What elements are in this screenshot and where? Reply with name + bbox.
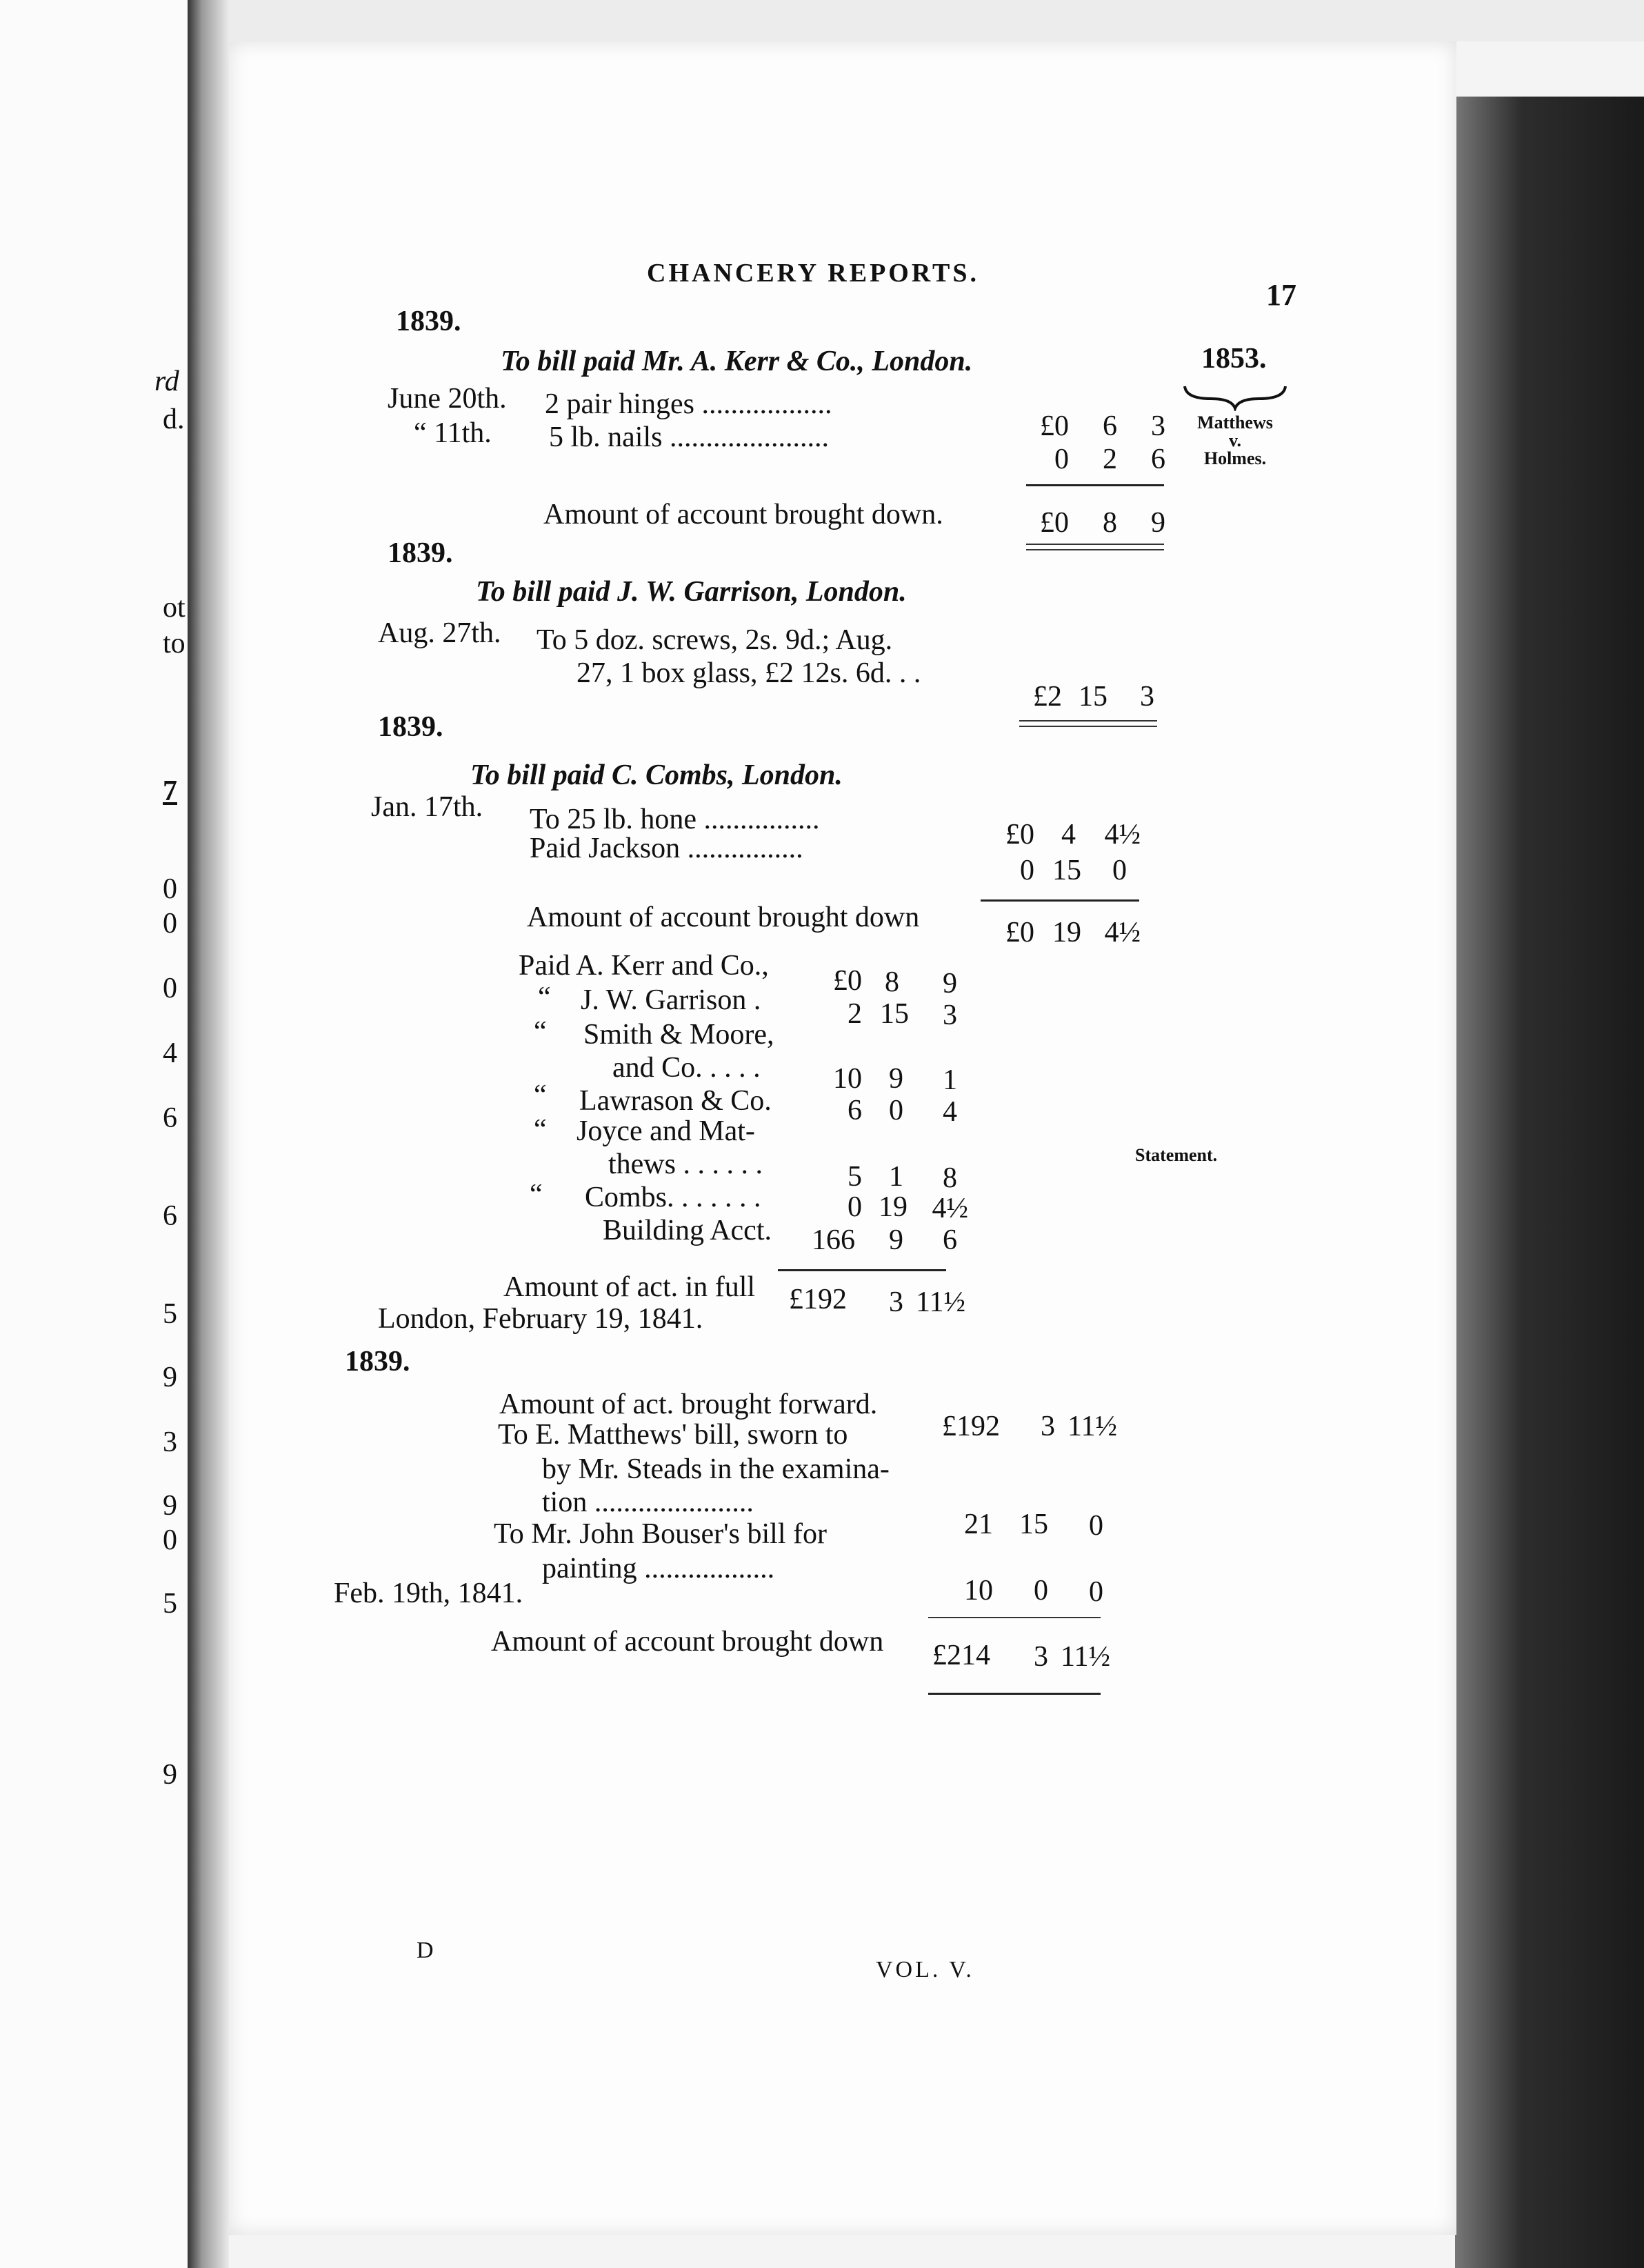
margin-case-line: v. <box>1228 430 1242 450</box>
total-pounds: £0 <box>1005 917 1034 948</box>
entry-date: “ 11th. <box>414 417 492 449</box>
margin-case-line: Holmes. <box>1203 448 1267 468</box>
margin-year: 1853. <box>1201 343 1267 375</box>
amount-pounds: 0 <box>1020 855 1034 886</box>
place-date: London, February 19, 1841. <box>378 1303 703 1335</box>
facing-page-text: 0 <box>163 908 177 939</box>
facing-page-text: to <box>163 628 186 659</box>
entry-date: Feb. 19th, 1841. <box>334 1578 523 1609</box>
amount-pence: 0 <box>1089 1510 1103 1542</box>
total-pounds: £192 <box>789 1284 847 1315</box>
section-heading: To bill paid J. W. Garrison, London. <box>476 576 907 608</box>
summary-pounds: 10 <box>833 1063 862 1095</box>
forward-pounds: £192 <box>942 1411 1000 1442</box>
summary-mark: “ <box>534 1016 547 1048</box>
amount-pounds: 0 <box>1054 444 1069 475</box>
running-header: CHANCERY REPORTS. <box>647 259 979 288</box>
summary-label: Joyce and Mat- <box>577 1115 755 1147</box>
total-shillings: 8 <box>1103 507 1117 539</box>
entry-date: Aug. 27th. <box>378 617 501 649</box>
facing-page-text: 6 <box>163 1102 177 1134</box>
facing-page-text: d. <box>163 404 185 435</box>
facing-page-text: 3 <box>163 1426 177 1458</box>
summary-pounds: 166 <box>812 1224 855 1256</box>
forward-label: Amount of act. brought forward. <box>499 1389 878 1420</box>
summary-pence: 4 <box>943 1096 957 1128</box>
summary-shillings: 9 <box>889 1224 903 1256</box>
total-shillings: 3 <box>1034 1641 1048 1673</box>
total-shillings: 15 <box>1079 681 1107 713</box>
double-rule <box>928 1693 1101 1695</box>
summary-mark: “ <box>534 1080 547 1111</box>
double-rule <box>1026 549 1164 550</box>
amount-shillings: 0 <box>1034 1575 1048 1606</box>
total-pence: 3 <box>1140 681 1154 713</box>
section-year: 1839. <box>345 1346 410 1377</box>
summary-shillings: 19 <box>879 1191 908 1223</box>
total-pence: 4½ <box>1104 917 1141 948</box>
total-shillings: 19 <box>1052 917 1081 948</box>
summary-label: Paid A. Kerr and Co., <box>519 950 769 982</box>
amount-pence: 6 <box>1151 444 1165 475</box>
summary-pounds: £0 <box>833 965 862 997</box>
summary-pounds: 5 <box>848 1161 862 1193</box>
double-rule <box>1026 544 1164 545</box>
total-shillings: 3 <box>889 1286 903 1318</box>
volume-number: VOL. V. <box>876 1957 974 1982</box>
entry-item: 5 lb. nails ...................... <box>549 421 829 453</box>
facing-page-text: 5 <box>163 1298 177 1330</box>
sum-rule <box>1026 484 1164 486</box>
amount-pence: 3 <box>1151 410 1165 442</box>
summary-label: and Co. . . . . <box>612 1052 761 1084</box>
summary-label: thews . . . . . . <box>608 1148 763 1180</box>
facing-page-text: 0 <box>163 873 177 905</box>
summary-mark: “ <box>534 1114 547 1146</box>
amount-pence: 0 <box>1089 1576 1103 1608</box>
amount-pence: 4½ <box>1104 819 1141 850</box>
facing-page-text: 9 <box>163 1759 177 1791</box>
amount-shillings: 4 <box>1061 819 1076 850</box>
signature-mark: D <box>417 1938 434 1963</box>
facing-page-text: rd <box>154 366 179 397</box>
section-heading: To bill paid Mr. A. Kerr & Co., London. <box>501 346 973 377</box>
summary-label: J. W. Garrison . <box>581 984 761 1016</box>
facing-page-text: ot <box>163 592 186 624</box>
book-gutter <box>188 0 229 2268</box>
summary-shillings: 0 <box>889 1095 903 1126</box>
scan-background <box>229 0 1644 41</box>
total-label: Amount of account brought down. <box>543 499 943 530</box>
total-label: Amount of account brought down <box>491 1626 884 1658</box>
summary-mark: “ <box>530 1179 543 1211</box>
book-edge <box>1455 97 1644 2268</box>
page-number: 17 <box>1266 278 1296 312</box>
total-pounds: £2 <box>1033 681 1062 713</box>
summary-pence: 3 <box>943 999 957 1031</box>
total-pence: 9 <box>1151 507 1165 539</box>
total-pounds: £0 <box>1040 507 1069 539</box>
summary-label: Building Acct. <box>603 1215 772 1246</box>
amount-pounds: £0 <box>1040 410 1069 442</box>
entry-item: To 25 lb. hone ................ <box>530 804 820 835</box>
total-label: Amount of account brought down <box>527 902 920 933</box>
summary-pounds: 0 <box>848 1191 862 1223</box>
amount-pounds: £0 <box>1005 819 1034 850</box>
summary-pence: 1 <box>943 1064 957 1096</box>
double-rule <box>1019 720 1157 722</box>
amount-shillings: 15 <box>1052 855 1081 886</box>
section-year: 1839. <box>378 711 443 743</box>
entry-item: To Mr. John Bouser's bill for <box>494 1518 827 1550</box>
margin-case-name <box>1183 412 1287 469</box>
facing-page-text: 5 <box>163 1588 177 1620</box>
entry-item: 27, 1 box glass, £2 12s. 6d. . . <box>577 657 921 689</box>
sum-rule <box>778 1269 946 1271</box>
entry-item: by Mr. Steads in the examina- <box>542 1453 890 1485</box>
section-year: 1839. <box>396 306 461 337</box>
forward-pence: 11½ <box>1067 1411 1117 1442</box>
sum-rule <box>928 1617 1101 1618</box>
amount-shillings: 6 <box>1103 410 1117 442</box>
total-pence: 11½ <box>916 1286 965 1318</box>
summary-shillings: 1 <box>889 1161 903 1193</box>
total-label: Amount of act. in full <box>503 1271 756 1303</box>
summary-label: Smith & Moore, <box>583 1019 774 1051</box>
entry-item: To 5 doz. screws, 2s. 9d.; Aug. <box>537 624 893 656</box>
facing-page-text: 9 <box>163 1490 177 1522</box>
facing-page-fragment <box>0 0 192 2268</box>
section-year: 1839. <box>388 537 453 569</box>
entry-item: 2 pair hinges .................. <box>545 388 832 420</box>
summary-pence: 6 <box>943 1224 957 1256</box>
amount-pounds: 10 <box>964 1575 993 1606</box>
double-rule <box>1019 726 1157 727</box>
summary-pounds: 6 <box>848 1095 862 1126</box>
facing-page-text: 9 <box>163 1362 177 1393</box>
forward-shillings: 3 <box>1041 1411 1055 1442</box>
entry-item: painting .................. <box>542 1553 775 1584</box>
total-pence: 11½ <box>1061 1641 1110 1673</box>
section-heading: To bill paid C. Combs, London. <box>470 759 843 791</box>
entry-item: tion ...................... <box>542 1486 754 1518</box>
summary-label: Lawrason & Co. <box>579 1085 772 1117</box>
entry-date: June 20th. <box>388 383 507 415</box>
facing-page-text: 0 <box>163 1524 177 1556</box>
margin-case-line: Matthews <box>1197 412 1273 432</box>
entry-item: To E. Matthews' bill, sworn to <box>498 1419 848 1451</box>
total-pounds: £214 <box>932 1640 990 1671</box>
summary-pounds: 2 <box>848 998 862 1030</box>
amount-pounds: 21 <box>964 1509 993 1540</box>
summary-label: Combs. . . . . . . <box>585 1182 761 1213</box>
summary-pence: 8 <box>943 1162 957 1194</box>
margin-statement: Statement. <box>1135 1145 1218 1165</box>
amount-shillings: 15 <box>1019 1509 1048 1540</box>
summary-shillings: 15 <box>880 998 909 1030</box>
entry-item: Paid Jackson ................ <box>530 833 803 864</box>
facing-page-text: 7 <box>163 775 177 807</box>
summary-mark: “ <box>538 982 551 1013</box>
brace-icon <box>1183 384 1287 411</box>
summary-shillings: 8 <box>885 966 899 998</box>
facing-page-text: 4 <box>163 1037 177 1069</box>
facing-page-text: 0 <box>163 973 177 1004</box>
amount-shillings: 2 <box>1103 444 1117 475</box>
facing-page-text: 6 <box>163 1200 177 1232</box>
summary-pence: 9 <box>943 968 957 999</box>
sum-rule <box>981 899 1139 902</box>
entry-date: Jan. 17th. <box>371 791 483 823</box>
summary-pence: 4½ <box>932 1193 968 1224</box>
summary-shillings: 9 <box>889 1063 903 1095</box>
amount-pence: 0 <box>1112 855 1127 886</box>
